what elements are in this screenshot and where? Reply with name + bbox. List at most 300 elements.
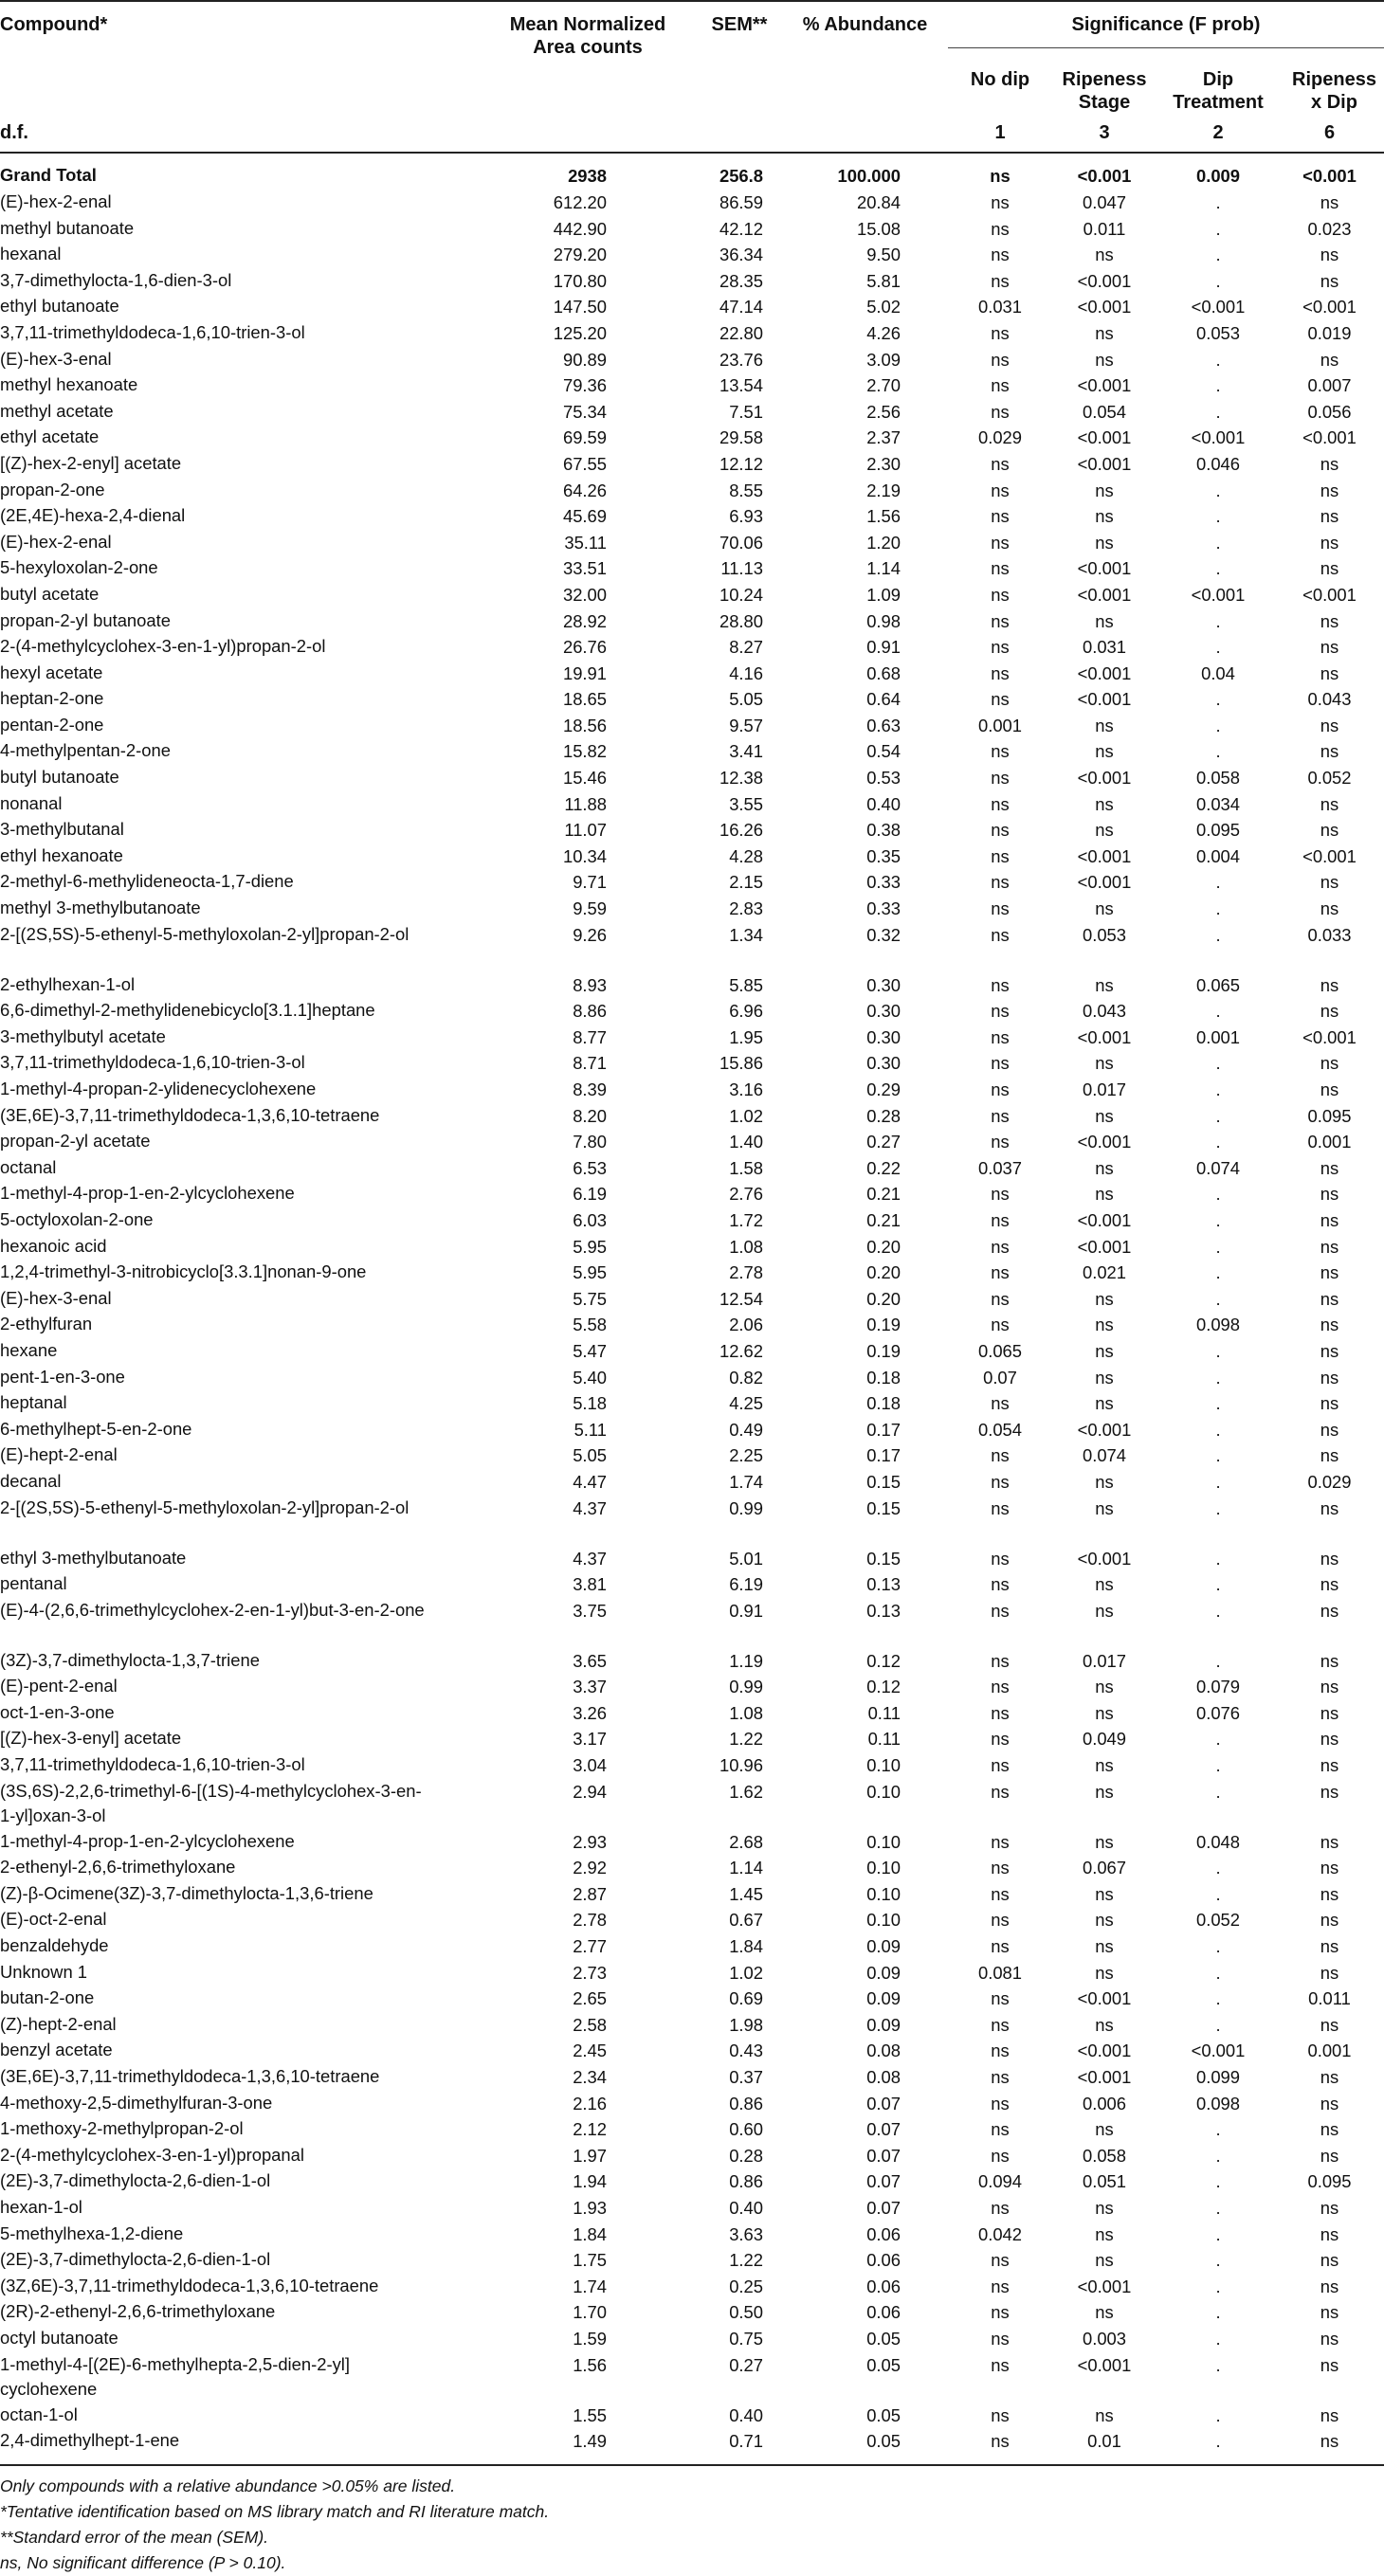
rxd-prob: ns <box>1320 1184 1339 1205</box>
abundance-value: 3.09 <box>866 349 901 370</box>
table-row <box>0 294 1384 320</box>
compound-name: butyl butanoate <box>0 767 119 788</box>
dip-prob: . <box>1215 1079 1221 1099</box>
compound-name: (2E)-3,7-dimethylocta-2,6-dien-1-ol <box>0 2170 271 2191</box>
dip-prob: . <box>1215 1574 1221 1595</box>
nodip-prob: ns <box>991 1393 1010 1414</box>
ripeness-prob: ns <box>1095 1781 1114 1802</box>
table-row <box>0 844 1384 870</box>
ripeness-prob: <0.001 <box>1077 584 1132 605</box>
sem-value: 9.57 <box>729 715 763 735</box>
nodip-prob: ns <box>991 2145 1010 2166</box>
table-row <box>0 2064 1384 2091</box>
compound-name: [(Z)-hex-3-enyl] acetate <box>0 1728 182 1749</box>
dip-prob: . <box>1215 1393 1221 1414</box>
compound-name: [(Z)-hex-2-enyl] acetate <box>0 452 182 473</box>
dip-prob: . <box>1215 2302 1221 2323</box>
compound-name: 2-methyl-6-methylideneocta-1,7-diene <box>0 871 294 892</box>
table-row <box>0 791 1384 818</box>
abundance-value: 2.19 <box>866 480 901 500</box>
dip-prob: 0.058 <box>1195 768 1241 789</box>
nodip-prob: ns <box>991 1184 1010 1205</box>
nodip-prob: ns <box>991 2197 1010 2218</box>
rxd-prob: ns <box>1320 2354 1339 2375</box>
nodip-prob: ns <box>991 1079 1010 1099</box>
abundance-value: 0.07 <box>866 2171 901 2192</box>
nodip-prob: ns <box>991 2119 1010 2140</box>
dip-prob: . <box>1215 192 1221 212</box>
nodip-prob: ns <box>991 2067 1010 2087</box>
mean-area: 35.11 <box>564 532 607 553</box>
table-row <box>0 1700 1384 1727</box>
rxd-prob: 0.052 <box>1307 768 1352 789</box>
nodip-prob: ns <box>991 820 1010 841</box>
sem-value: 70.06 <box>719 532 763 553</box>
table-row <box>0 896 1384 922</box>
mean-area: 2.58 <box>573 2014 607 2035</box>
nodip-prob: ns <box>991 1445 1010 1466</box>
compound-name: hexyl acetate <box>0 662 103 682</box>
rxd-prob: ns <box>1320 1600 1339 1621</box>
abundance-value: 0.07 <box>866 2197 901 2218</box>
abundance-value: 0.15 <box>866 1497 901 1518</box>
abundance-value: 0.35 <box>866 845 901 866</box>
compound-name: methyl acetate <box>0 400 114 421</box>
ripeness-prob: ns <box>1095 1497 1114 1518</box>
compound-name: (E)-oct-2-enal <box>0 1909 107 1930</box>
dip-prob: . <box>1215 2223 1221 2244</box>
rxd-prob: ns <box>1320 1393 1339 1414</box>
nodip-prob: ns <box>991 1702 1010 1723</box>
dip-prob: . <box>1215 1132 1221 1152</box>
rxd-prob: <0.001 <box>1302 845 1357 866</box>
dip-prob: . <box>1215 1209 1221 1230</box>
compound-name: 1,2,4-trimethyl-3-nitrobicyclo[3.3.1]nonan-9-one <box>0 1261 367 1282</box>
sem-value: 3.55 <box>729 793 763 814</box>
mean-area: 26.76 <box>562 637 607 658</box>
abundance-value: 0.64 <box>866 689 901 710</box>
sem-value: 1.98 <box>729 2014 763 2035</box>
table-row <box>0 190 1384 216</box>
compound-name: 2-(4-methylcyclohex-3-en-1-yl)propanal <box>0 2144 304 2165</box>
compound-name: oct-1-en-3-one <box>0 1701 115 1722</box>
nodip-prob: ns <box>991 532 1010 553</box>
table-row <box>0 216 1384 243</box>
abundance-value: 0.91 <box>866 637 901 658</box>
sem-value: 0.69 <box>729 1988 763 2009</box>
rxd-prob: ns <box>1320 1497 1339 1518</box>
mean-area: 79.36 <box>562 375 607 396</box>
sem-value: 1.19 <box>729 1650 763 1671</box>
rxd-prob: ns <box>1320 1419 1339 1440</box>
df-rxd: 6 <box>1323 122 1336 143</box>
abundance-value: 0.38 <box>866 820 901 841</box>
mean-area: 64.26 <box>562 480 607 500</box>
dip-prob: . <box>1215 898 1221 919</box>
grand-total-row <box>0 163 1384 190</box>
dip-prob: . <box>1215 1340 1221 1361</box>
mean-area: 1.74 <box>573 2276 607 2296</box>
mean-area: 2.45 <box>573 2041 607 2061</box>
mean-area: 1.84 <box>573 2223 607 2244</box>
table-row <box>0 2222 1384 2248</box>
table-row <box>0 1648 1384 1675</box>
nodip-prob: ns <box>991 218 1010 239</box>
rxd-prob: 0.029 <box>1307 1471 1352 1492</box>
rxd-prob: ns <box>1320 1677 1339 1697</box>
table-row <box>0 2299 1384 2326</box>
sem-value: 0.40 <box>729 2404 763 2425</box>
nodip-prob: ns <box>991 1858 1010 1878</box>
ripeness-prob: ns <box>1095 1936 1114 1957</box>
table-row <box>0 1907 1384 1933</box>
compound-name: (E)-hept-2-enal <box>0 1444 118 1465</box>
ripeness-prob: <0.001 <box>1077 1026 1132 1047</box>
nodip-prob: ns <box>991 1650 1010 1671</box>
sem-value: 2.83 <box>729 898 763 919</box>
mean-area: 8.93 <box>573 974 607 995</box>
dip-prob: . <box>1215 1755 1221 1776</box>
mean-area: 147.50 <box>553 297 607 317</box>
dip-prob: . <box>1215 1288 1221 1309</box>
abundance-value: 1.14 <box>866 558 901 579</box>
ripeness-prob: <0.001 <box>1077 1419 1132 1440</box>
rxd-prob: ns <box>1320 1262 1339 1283</box>
table-row <box>0 1050 1384 1077</box>
table-row <box>0 1752 1384 1779</box>
nodip-prob: ns <box>991 1315 1010 1335</box>
mean-area: 2.78 <box>573 1910 607 1931</box>
dip-prob: . <box>1215 689 1221 710</box>
compound-name: (E)-hex-2-enal <box>0 531 112 552</box>
compound-name: (3E,6E)-3,7,11-trimethyldodeca-1,3,6,10-tetraene <box>0 1104 380 1125</box>
abundance-value: 0.07 <box>866 2119 901 2140</box>
compound-name: benzaldehyde <box>0 1935 109 1956</box>
dip-prob: . <box>1215 2354 1221 2375</box>
dip-prob: . <box>1215 2145 1221 2166</box>
dip-prob: . <box>1215 532 1221 553</box>
compound-name: 3-methylbutanal <box>0 819 124 840</box>
nodip-prob: 0.054 <box>977 1419 1023 1440</box>
dip-prob: . <box>1215 2014 1221 2035</box>
ripeness-prob: ns <box>1095 1831 1114 1852</box>
mean-area: 3.37 <box>573 1677 607 1697</box>
mean-area: 1.94 <box>573 2171 607 2192</box>
nodip-prob: ns <box>991 1262 1010 1283</box>
mean-area: 28.92 <box>562 610 607 631</box>
compound-name: octyl butanoate <box>0 2327 118 2348</box>
sem-value: 2.06 <box>729 1315 763 1335</box>
abundance-value: 0.05 <box>866 2354 901 2375</box>
nodip-prob: ns <box>991 1755 1010 1776</box>
dip-prob: . <box>1215 506 1221 527</box>
rxd-prob: 0.043 <box>1307 689 1352 710</box>
mean-area: 10.34 <box>562 845 607 866</box>
nodip-prob: ns <box>991 1548 1010 1569</box>
ripeness-prob: ns <box>1095 2014 1114 2035</box>
dip-prob: 0.098 <box>1195 1315 1241 1335</box>
nodip-prob: ns <box>991 584 1010 605</box>
dip-prob: 0.046 <box>1195 453 1241 474</box>
sem-value: 2.25 <box>729 1445 763 1466</box>
ripeness-prob: ns <box>1095 1315 1114 1335</box>
table-row <box>0 2116 1384 2143</box>
abundance-value: 0.10 <box>866 1755 901 1776</box>
abundance-value: 0.05 <box>866 2404 901 2425</box>
mean-area: 9.71 <box>573 872 607 893</box>
compound-name: methyl butanoate <box>0 217 135 238</box>
rxd-prob: ns <box>1320 192 1339 212</box>
mean-area: 6.03 <box>573 1209 607 1230</box>
table-row <box>0 1155 1384 1182</box>
abundance-value: 0.68 <box>866 662 901 683</box>
nodip-prob: ns <box>991 1236 1010 1257</box>
sem-value: 4.28 <box>729 845 763 866</box>
table-row <box>0 1338 1384 1365</box>
mean-area: 6.19 <box>573 1184 607 1205</box>
mean-area: 18.65 <box>562 689 607 710</box>
table-row <box>0 1181 1384 1207</box>
ripeness-prob: ns <box>1095 322 1114 343</box>
abundance-value: 0.07 <box>866 2093 901 2113</box>
compound-name: 1-methoxy-2-methylpropan-2-ol <box>0 2118 244 2139</box>
table-row <box>0 1025 1384 1051</box>
sem-value: 1.45 <box>729 1883 763 1904</box>
ripeness-prob: ns <box>1095 2223 1114 2244</box>
ripeness-prob: ns <box>1095 1053 1114 1074</box>
dip-prob: . <box>1215 480 1221 500</box>
header-rxd: Ripeness x Dip <box>1292 69 1376 113</box>
sem-value: 0.50 <box>729 2302 763 2323</box>
rxd-prob: <0.001 <box>1302 584 1357 605</box>
sem-value: 1.62 <box>729 1781 763 1802</box>
mean-area: 19.91 <box>562 662 607 683</box>
ripeness-prob: ns <box>1095 793 1114 814</box>
mean-area: 2.93 <box>573 1831 607 1852</box>
mean-area: 3.81 <box>573 1574 607 1595</box>
sem-value: 6.96 <box>729 1001 763 1022</box>
abundance-value: 0.06 <box>866 2276 901 2296</box>
table-row <box>0 1726 1384 1752</box>
mean-area: 15.46 <box>562 768 607 789</box>
significance-rule <box>948 47 1384 48</box>
dip-prob: 0.034 <box>1195 793 1241 814</box>
mean-area: 612.20 <box>553 192 607 212</box>
nodip-prob: ns <box>991 506 1010 527</box>
header-df: d.f. <box>0 122 28 143</box>
sem-value: 13.54 <box>719 375 763 396</box>
nodip-prob: ns <box>991 974 1010 995</box>
table-row <box>0 478 1384 504</box>
ripeness-prob: ns <box>1095 1702 1114 1723</box>
sem-value: 10.96 <box>719 1755 763 1776</box>
abundance-value: 0.11 <box>867 1702 901 1723</box>
rxd-prob: ns <box>1320 1053 1339 1074</box>
abundance-value: 0.10 <box>866 1883 901 1904</box>
ripeness-prob: 0.058 <box>1082 2145 1127 2166</box>
nodip-prob: ns <box>991 793 1010 814</box>
nodip-prob: ns <box>991 1729 1010 1750</box>
mean-area: 170.80 <box>553 270 607 291</box>
dip-prob: . <box>1215 2328 1221 2349</box>
ripeness-prob: ns <box>1095 1184 1114 1205</box>
abundance-value: 0.15 <box>866 1548 901 1569</box>
dip-prob: 0.099 <box>1195 2067 1241 2087</box>
mean-area: 32.00 <box>562 584 607 605</box>
ripeness-prob: ns <box>1095 715 1114 735</box>
table-row <box>0 2143 1384 2169</box>
nodip-prob: ns <box>991 845 1010 866</box>
nodip-prob: ns <box>991 558 1010 579</box>
nodip-prob: ns <box>991 1831 1010 1852</box>
sem-value: 15.86 <box>719 1053 763 1074</box>
abundance-value: 0.20 <box>866 1236 901 1257</box>
rxd-prob: ns <box>1320 793 1339 814</box>
compound-name: 3,7,11-trimethyldodeca-1,6,10-trien-3-ol <box>0 1754 305 1775</box>
dip-prob: . <box>1215 558 1221 579</box>
table-row <box>0 1598 1384 1648</box>
abundance-value: 0.33 <box>866 872 901 893</box>
nodip-prob: ns <box>991 1209 1010 1230</box>
table-row <box>0 869 1384 896</box>
nodip-prob: ns <box>991 1883 1010 1904</box>
table-row <box>0 817 1384 844</box>
sem-value: 0.37 <box>729 2067 763 2087</box>
ripeness-prob: 0.047 <box>1082 192 1127 212</box>
ripeness-prob: 0.017 <box>1082 1079 1127 1099</box>
table-row <box>0 1390 1384 1417</box>
compound-name: 2-[(2S,5S)-5-ethenyl-5-methyloxolan-2-yl]propan-2-ol <box>0 1497 410 1517</box>
ripeness-prob: 0.054 <box>1082 401 1127 422</box>
rxd-prob: ns <box>1320 662 1339 683</box>
rxd-prob: ns <box>1320 1367 1339 1388</box>
dip-prob: 0.076 <box>1195 1702 1241 1723</box>
nodip-prob: ns <box>991 637 1010 658</box>
dip-prob: . <box>1215 1729 1221 1750</box>
total-nodip: ns <box>990 166 1011 186</box>
rxd-prob: ns <box>1320 1831 1339 1852</box>
mean-area: 45.69 <box>562 506 607 527</box>
rxd-prob: ns <box>1320 506 1339 527</box>
nodip-prob: ns <box>991 2250 1010 2271</box>
sem-value: 2.78 <box>729 1262 763 1283</box>
dip-prob: 0.098 <box>1195 2093 1241 2113</box>
compound-name: (2E,4E)-hexa-2,4-dienal <box>0 505 186 526</box>
mean-area: 33.51 <box>562 558 607 579</box>
ripeness-prob: 0.01 <box>1087 2431 1121 2452</box>
mean-area: 6.53 <box>573 1157 607 1178</box>
table-row <box>0 320 1384 347</box>
dip-prob: . <box>1215 610 1221 631</box>
rxd-prob: ns <box>1320 1650 1339 1671</box>
mean-area: 3.75 <box>573 1600 607 1621</box>
compound-name: 5-octyloxolan-2-one <box>0 1208 154 1229</box>
ripeness-prob: ns <box>1095 1677 1114 1697</box>
ripeness-prob: <0.001 <box>1077 1548 1132 1569</box>
ripeness-prob: <0.001 <box>1077 689 1132 710</box>
compound-name: 1-methyl-4-prop-1-en-2-ylcyclohexene <box>0 1830 295 1851</box>
sem-value: 11.13 <box>720 558 763 579</box>
compound-name: 1-methyl-4-[(2E)-6-methylhepta-2,5-dien-2-yl] cyclohexene <box>0 2353 350 2399</box>
nodip-prob: ns <box>991 401 1010 422</box>
ripeness-prob: <0.001 <box>1077 845 1132 866</box>
sem-value: 1.74 <box>729 1471 763 1492</box>
abundance-value: 0.21 <box>866 1209 901 1230</box>
table-row <box>0 372 1384 399</box>
nodip-prob: 0.094 <box>977 2171 1023 2192</box>
abundance-value: 0.10 <box>866 1831 901 1852</box>
rxd-prob: ns <box>1320 2223 1339 2244</box>
sem-value: 0.43 <box>729 2041 763 2061</box>
mean-area: 11.88 <box>564 793 607 814</box>
sem-value: 12.12 <box>719 453 763 474</box>
dip-prob: 0.048 <box>1195 1831 1241 1852</box>
dip-prob: . <box>1215 1001 1221 1022</box>
mean-area: 2.87 <box>573 1883 607 1904</box>
table-row <box>0 922 1384 972</box>
ripeness-prob: <0.001 <box>1077 297 1132 317</box>
nodip-prob: ns <box>991 1574 1010 1595</box>
compound-name: (2E)-3,7-dimethylocta-2,6-dien-1-ol <box>0 2249 271 2270</box>
compound-name: (3Z)-3,7-dimethylocta-1,3,7-triene <box>0 1649 260 1670</box>
ripeness-prob: ns <box>1095 2119 1114 2140</box>
compound-name: 4-methoxy-2,5-dimethylfuran-3-one <box>0 2092 273 2113</box>
sem-value: 16.26 <box>719 820 763 841</box>
table-row <box>0 1417 1384 1443</box>
ripeness-prob: 0.017 <box>1082 1650 1127 1671</box>
sem-value: 3.41 <box>729 741 763 762</box>
rxd-prob: ns <box>1320 610 1339 631</box>
rxd-prob: 0.056 <box>1307 401 1352 422</box>
sem-value: 12.54 <box>719 1288 763 1309</box>
abundance-value: 0.05 <box>866 2431 901 2452</box>
nodip-prob: ns <box>991 689 1010 710</box>
mean-area: 1.75 <box>573 2250 607 2271</box>
ripeness-prob: 0.074 <box>1082 1445 1127 1466</box>
nodip-prob: ns <box>991 2276 1010 2296</box>
compound-name: (2R)-2-ethenyl-2,6,6-trimethyloxane <box>0 2301 276 2322</box>
dip-prob: . <box>1215 218 1221 239</box>
rxd-prob: 0.019 <box>1307 322 1352 343</box>
mean-area: 9.26 <box>573 924 607 945</box>
compound-name: Unknown 1 <box>0 1961 88 1982</box>
table-row <box>0 1960 1384 1986</box>
sem-value: 8.55 <box>729 480 763 500</box>
ripeness-prob: 0.031 <box>1082 637 1127 658</box>
ripeness-prob: 0.006 <box>1082 2093 1127 2113</box>
abundance-value: 1.56 <box>866 506 901 527</box>
table-row <box>0 1546 1384 1572</box>
abundance-value: 0.30 <box>866 1001 901 1022</box>
mean-area: 3.65 <box>573 1650 607 1671</box>
abundance-value: 0.06 <box>866 2250 901 2271</box>
dip-prob: . <box>1215 1184 1221 1205</box>
nodip-prob: 0.042 <box>977 2223 1023 2244</box>
nodip-prob: ns <box>991 2041 1010 2061</box>
abundance-value: 0.54 <box>866 741 901 762</box>
total-dip: 0.009 <box>1195 166 1241 186</box>
table-row <box>0 661 1384 687</box>
sem-value: 1.22 <box>729 2250 763 2271</box>
abundance-value: 0.09 <box>866 1962 901 1983</box>
table-row <box>0 425 1384 451</box>
nodip-prob: 0.065 <box>977 1340 1023 1361</box>
rxd-prob: ns <box>1320 1936 1339 1957</box>
ripeness-prob: ns <box>1095 506 1114 527</box>
nodip-prob: 0.037 <box>977 1157 1023 1178</box>
abundance-value: 0.18 <box>866 1367 901 1388</box>
mean-area: 5.05 <box>573 1445 607 1466</box>
